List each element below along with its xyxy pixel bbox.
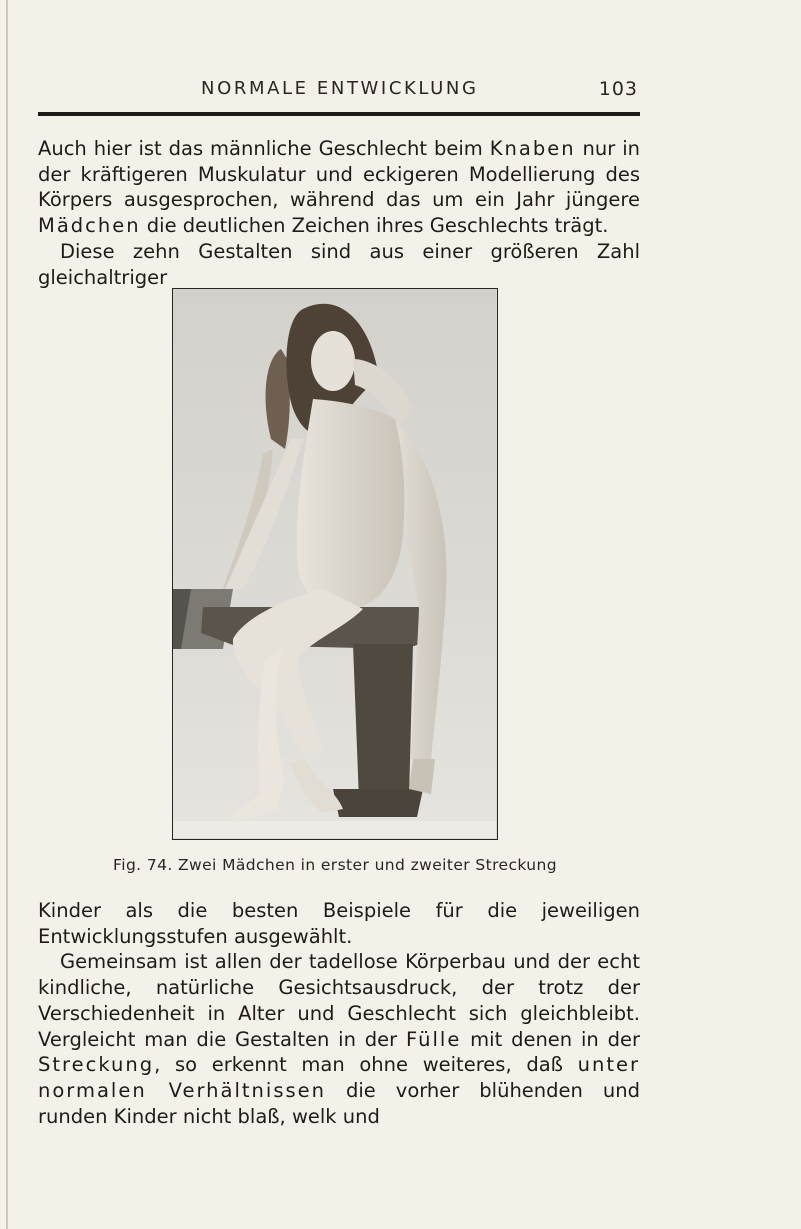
paragraph: Gemeinsam ist allen der tadellose Körperbau und der echt kindliche, natürliche Gesichtsausdruck, der trotz der Verschiedenheit in Alter und Geschlecht sich gleichbleibt. Vergleicht man die Gestalten in der Fülle mit denen in der Streckung, so erkennt man ohne weiteres, daß unter normalen Verhältnissen die vorher blühenden und runden Kinder nicht blaß, welk und	[38, 950, 640, 1128]
figure-caption: Fig. 74. Zwei Mädchen in erster und zweiter Streckung	[113, 856, 557, 874]
page-edge	[6, 0, 8, 1229]
emphasis: Streckung	[38, 1053, 155, 1077]
running-head: NORMALE ENTWICKLUNG	[201, 78, 479, 99]
emphasis: Knaben	[489, 137, 576, 160]
paragraph: Kinder als die besten Beispiele für die jeweiligen Entwicklungsstufen ausgewählt.	[38, 899, 640, 948]
emphasis: unter normalen Verhältnissen	[38, 1053, 640, 1102]
body-text-top	[38, 136, 640, 290]
body-text-bottom	[38, 898, 640, 1129]
page-number: 103	[598, 78, 638, 100]
header-rule	[38, 112, 640, 116]
paragraph: Diese zehn Gestalten sind aus einer größeren Zahl gleichaltriger	[38, 239, 640, 289]
emphasis: Mädchen	[38, 214, 141, 238]
emphasis: Fülle	[406, 1027, 462, 1051]
figure-photograph	[172, 288, 498, 840]
page-header	[38, 78, 640, 104]
paragraph: Auch hier ist das männliche Geschlecht beim Knaben nur in der kräftigeren Muskulatur und eckigeren Modellierung des Körpers ausgesprochen, während das um ein Jahr jüngere Mädchen die deutlichen Zeichen ihres Geschlechts trägt.	[38, 137, 640, 238]
